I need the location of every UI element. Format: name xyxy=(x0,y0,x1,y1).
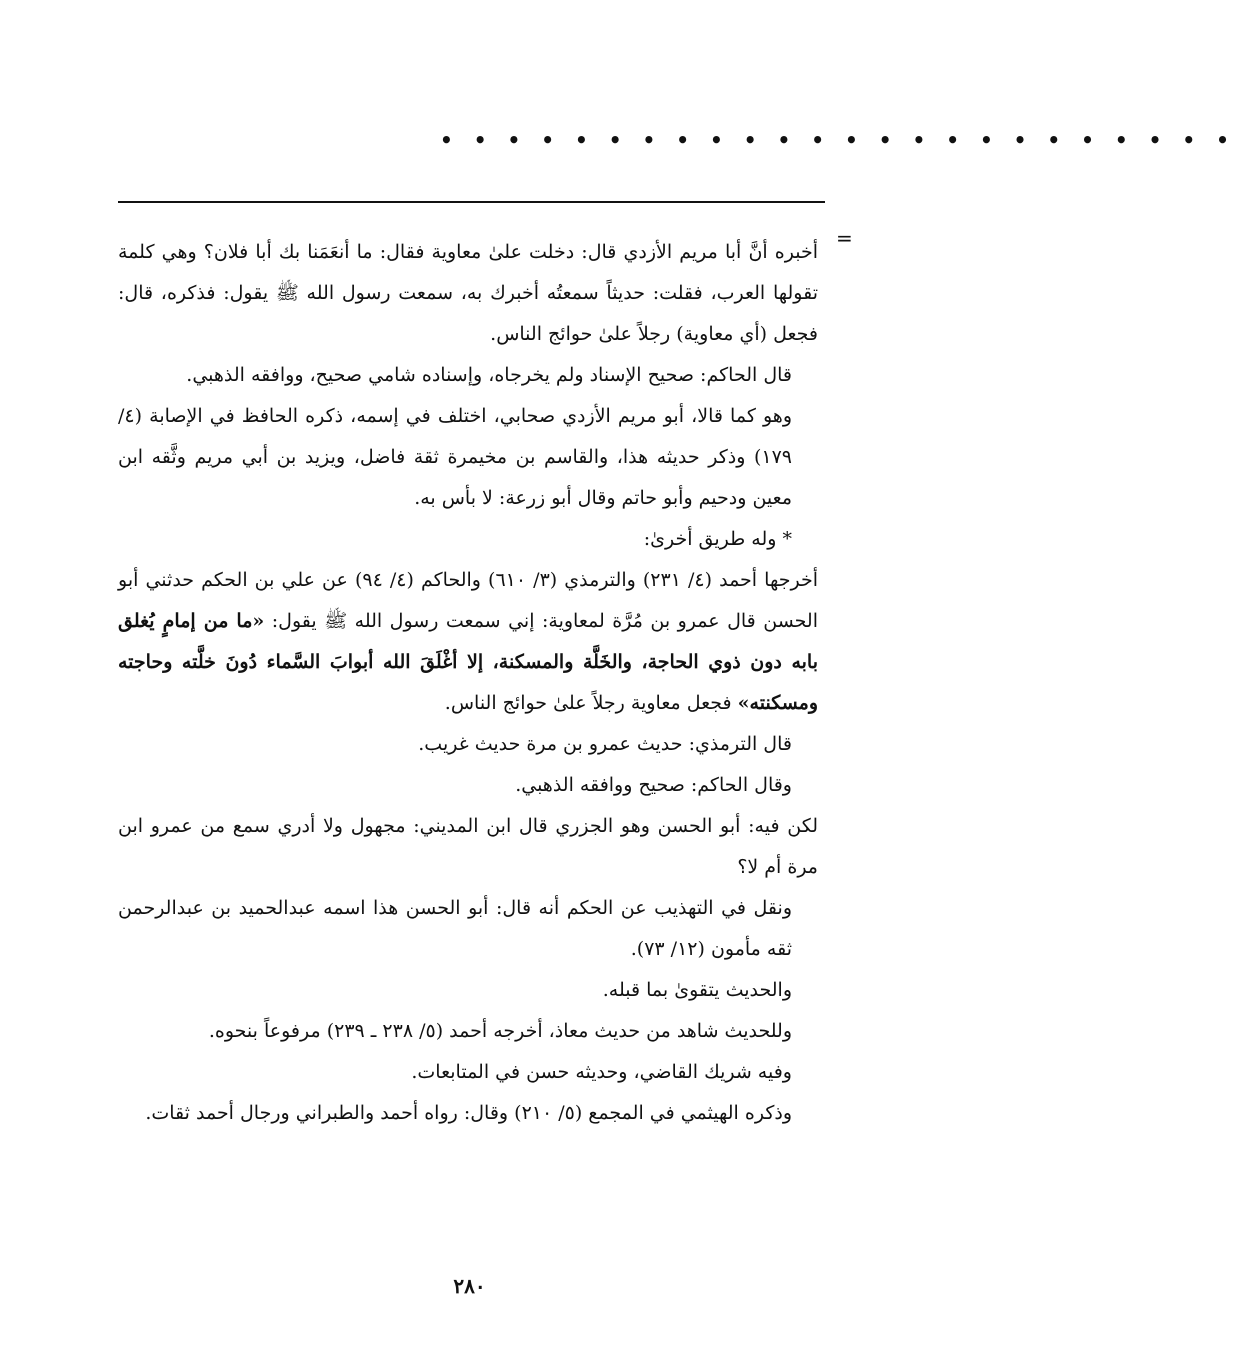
paragraph-isnad-discussion: وهو كما قالا، أبو مريم الأزدي صحابي، اختلف في إسمه، ذكره الحافظ في الإصابة (٤/ ١٧٩) وذكر حديثه هذا، والقاسم بن مخيمرة ثقة فاضل، ويزيد بن أبي مريم وثَّقه ابن معين ودحيم وأبو حاتم وقال أبو زرعة: لا بأس به. xyxy=(118,405,792,509)
paragraph-tirmidhi-verdict: قال الترمذي: حديث عمرو بن مرة حديث غريب. xyxy=(418,733,792,755)
paragraph-narrator-critique: لكن فيه: أبو الحسن وهو الجزري قال ابن المديني: مجهول ولا أدري سمع من عمرو ابن مرة أم لا؟ xyxy=(118,815,818,878)
paragraph-hakim-second-verdict: وقال الحاكم: صحيح ووافقه الذهبي. xyxy=(515,774,792,796)
paragraph-strengthening: والحديث يتقوىٰ بما قبله. xyxy=(602,979,792,1001)
paragraph-haythami-note: وذكره الهيثمي في المجمع (٥/ ٢١٠) وقال: رواه أحمد والطبراني ورجال أحمد ثقات. xyxy=(145,1102,792,1124)
paragraph-narration: أخبره أنَّ أبا مريم الأزدي قال: دخلت علىٰ معاوية فقال: ما أنعَمَنا بك أبا فلان؟ وهي كلمة تقولها العرب، فقلت: حديثاً سمعتُه أخبرك به، سمعت رسول الله ﷺ يقول: فذكره، قال: فجعل (أي معاوية) رجلاً علىٰ حوائج الناس. xyxy=(118,241,818,345)
paragraph-tahdhib-quote: ونقل في التهذيب عن الحكم أنه قال: أبو الحسن هذا اسمه عبدالحميد بن عبدالرحمن ثقه مأمون (١٢/ ٧٣). xyxy=(118,897,792,960)
footnote-text-block xyxy=(118,232,818,1134)
hadith-text: «ما من إمامٍ يُغلق بابه دون ذوي الحاجة، والخَلَّة والمسكنة، إلا أغْلَقَ الله أبوابَ السَّماء دُونَ خلَّته وحاجته ومسكنته» xyxy=(118,610,818,714)
hadith-outcome: فجعل معاوية رجلاً علىٰ حوائج الناس. xyxy=(444,692,732,714)
paragraph-hakim-verdict: قال الحاكم: صحيح الإسناد ولم يخرجاه، وإسناده شامي صحيح، ووافقه الذهبي. xyxy=(186,364,792,386)
paragraph-another-route-heading: * وله طريق أخرىٰ: xyxy=(643,528,792,550)
paragraph-supporting-witness: وللحديث شاهد من حديث معاذ، أخرجه أحمد (٥/ ٢٣٨ ـ ٢٣٩) مرفوعاً بنحوه. xyxy=(208,1020,792,1042)
header-rule xyxy=(118,201,825,203)
page-number: ٢٨٠ xyxy=(453,1274,486,1298)
takhrij-sources: أخرجها أحمد (٤/ ٢٣١) والترمذي (٣/ ٦١٠) والحاكم (٤/ ٩٤) عن علي بن الحكم حدثني أبو الحسن قال عمرو بن مُرَّة لمعاوية: إني سمعت رسول الله ﷺ يقول: xyxy=(118,569,818,632)
paragraph-takhrij xyxy=(118,560,818,724)
paragraph-sharik-note: وفيه شريك القاضي، وحديثه حسن في المتابعات. xyxy=(411,1061,792,1083)
header-ornament-dots: • • • • • • • • • • • • • • • • • • • • • • • • xyxy=(440,128,1236,152)
margin-continuation-mark: = xyxy=(836,226,853,250)
